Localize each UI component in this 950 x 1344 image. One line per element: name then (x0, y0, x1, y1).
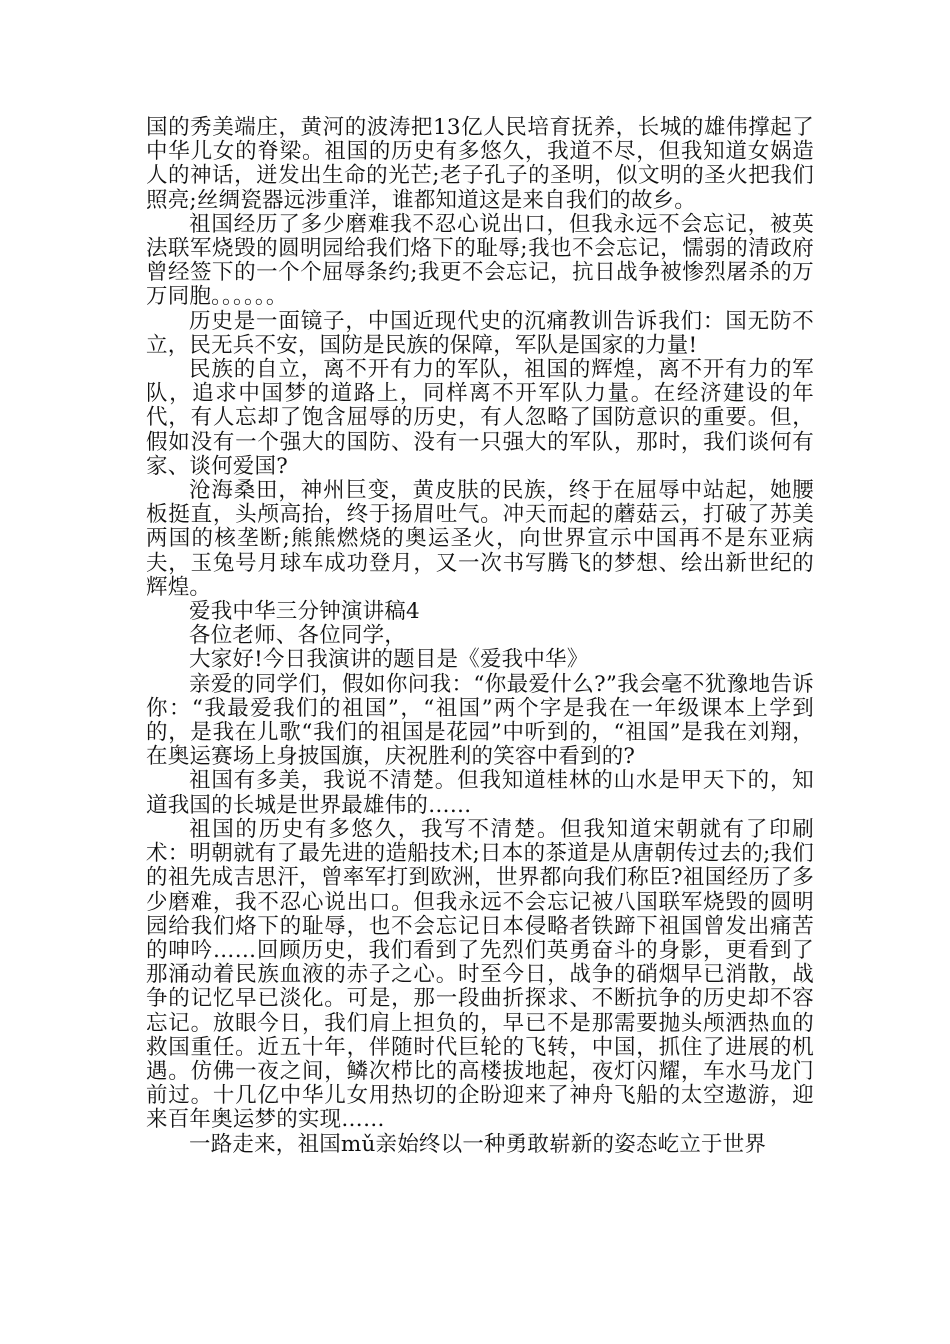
paragraph-1: 国的秀美端庄，黄河的波涛把13亿人民培育抚养，长城的雄伟撑起了中华儿女的脊梁。祖国的历史有多悠久，我道不尽，但我知道女娲造人的神话，迸发出生命的光芒;老子孔子的圣明，似文明的圣火把我们照亮;丝绸瓷器远涉重洋，谁都知道这是来自我们的故乡。 (146, 115, 814, 213)
paragraph-9: 亲爱的同学们，假如你问我：“你最爱什么?”我会毫不犹豫地告诉你：“我最爱我们的祖国”，“祖国”两个字是我在一年级课本上学到的，是我在儿歌“我们的祖国是花园”中听到的，“祖国”是我在刘翔，在奥运赛场上身披国旗，庆祝胜利的笑容中看到的? (146, 671, 814, 770)
salutation: 各位老师、各位同学， (189, 623, 407, 649)
document-body (146, 116, 814, 1157)
paragraph-11: 祖国的历史有多悠久，我写不清楚。但我知道宋朝就有了印刷术：明朝就有了最先进的造船技术;日本的茶道是从唐朝传过去的;我们的祖先成吉思汗，曾率军打到欧洲，世界都向我们称臣?祖国经历了多少磨难，我不忍心说出口。但我永远不会忘记被八国联军烧毁的圆明园给我们烙下的耻辱，也不会忘记日本侵略者铁蹄下祖国曾发出痛苦的呻吟……回顾历史，我们看到了先烈们英勇奋斗的身影，更看到了那涌动着民族血液的赤子之心。时至今日，战争的硝烟早已消散，战争的记忆早已淡化。可是，那一段曲折探求、不断抗争的历史却不容忘记。放眼今日，我们肩上担负的，早已不是那需要抛头颅洒热血的救国重任。近五十年，伴随时代巨轮的飞转，中国，抓住了进展的机遇。仿佛一夜之间，鳞次栉比的高楼拔地起，夜灯闪耀，车水马龙门前过。十几亿中华儿女用热切的企盼迎来了神舟飞船的太空遨游，迎来百年奥运梦的实现…… (146, 816, 814, 1133)
paragraph-2: 祖国经历了多少磨难我不忍心说出口，但我永远不会忘记，被英法联军烧毁的圆明园给我们烙下的耻辱;我也不会忘记，懦弱的清政府曾经签下的一个个屈辱条约;我更不会忘记，抗日战争被惨烈屠杀的万万同胞。。。。。。 (146, 211, 814, 310)
paragraph-12: 一路走来，祖国mǔ亲始终以一种勇敢崭新的姿态屹立于世界 (189, 1131, 767, 1157)
paragraph-4: 民族的自立，离不开有力的军队，祖国的辉煌，离不开有力的军队，追求中国梦的道路上，同样离不开军队力量。在经济建设的年代，有人忘却了饱含屈辱的历史，有人忽略了国防意识的重要。但，假如没有一个强大的国防、没有一只强大的军队，那时，我们谈何有家、谈何爱国? (146, 357, 814, 479)
greeting: 大家好!今日我演讲的题目是《爱我中华》 (189, 647, 589, 673)
paragraph-5: 沧海桑田，神州巨变，黄皮肤的民族，终于在屈辱中站起，她腰板挺直，头颅高抬，终于扬眉吐气。冲天而起的蘑菇云，打破了苏美两国的核垄断;熊熊燃烧的奥运圣火，向世界宣示中国再不是东亚病夫，玉兔号月球车成功登月，又一次书写腾飞的梦想、绘出新世纪的辉煌。 (146, 478, 814, 600)
paragraph-10: 祖国有多美，我说不清楚。但我知道桂林的山水是甲天下的，知道我国的长城是世界最雄伟的…… (146, 768, 814, 818)
paragraph-3: 历史是一面镜子，中国近现代史的沉痛教训告诉我们：国无防不立，民无兵不安，国防是民族的保障，军队是国家的力量! (146, 308, 814, 358)
speech-title: 爱我中华三分钟演讲稿4 (189, 599, 420, 625)
